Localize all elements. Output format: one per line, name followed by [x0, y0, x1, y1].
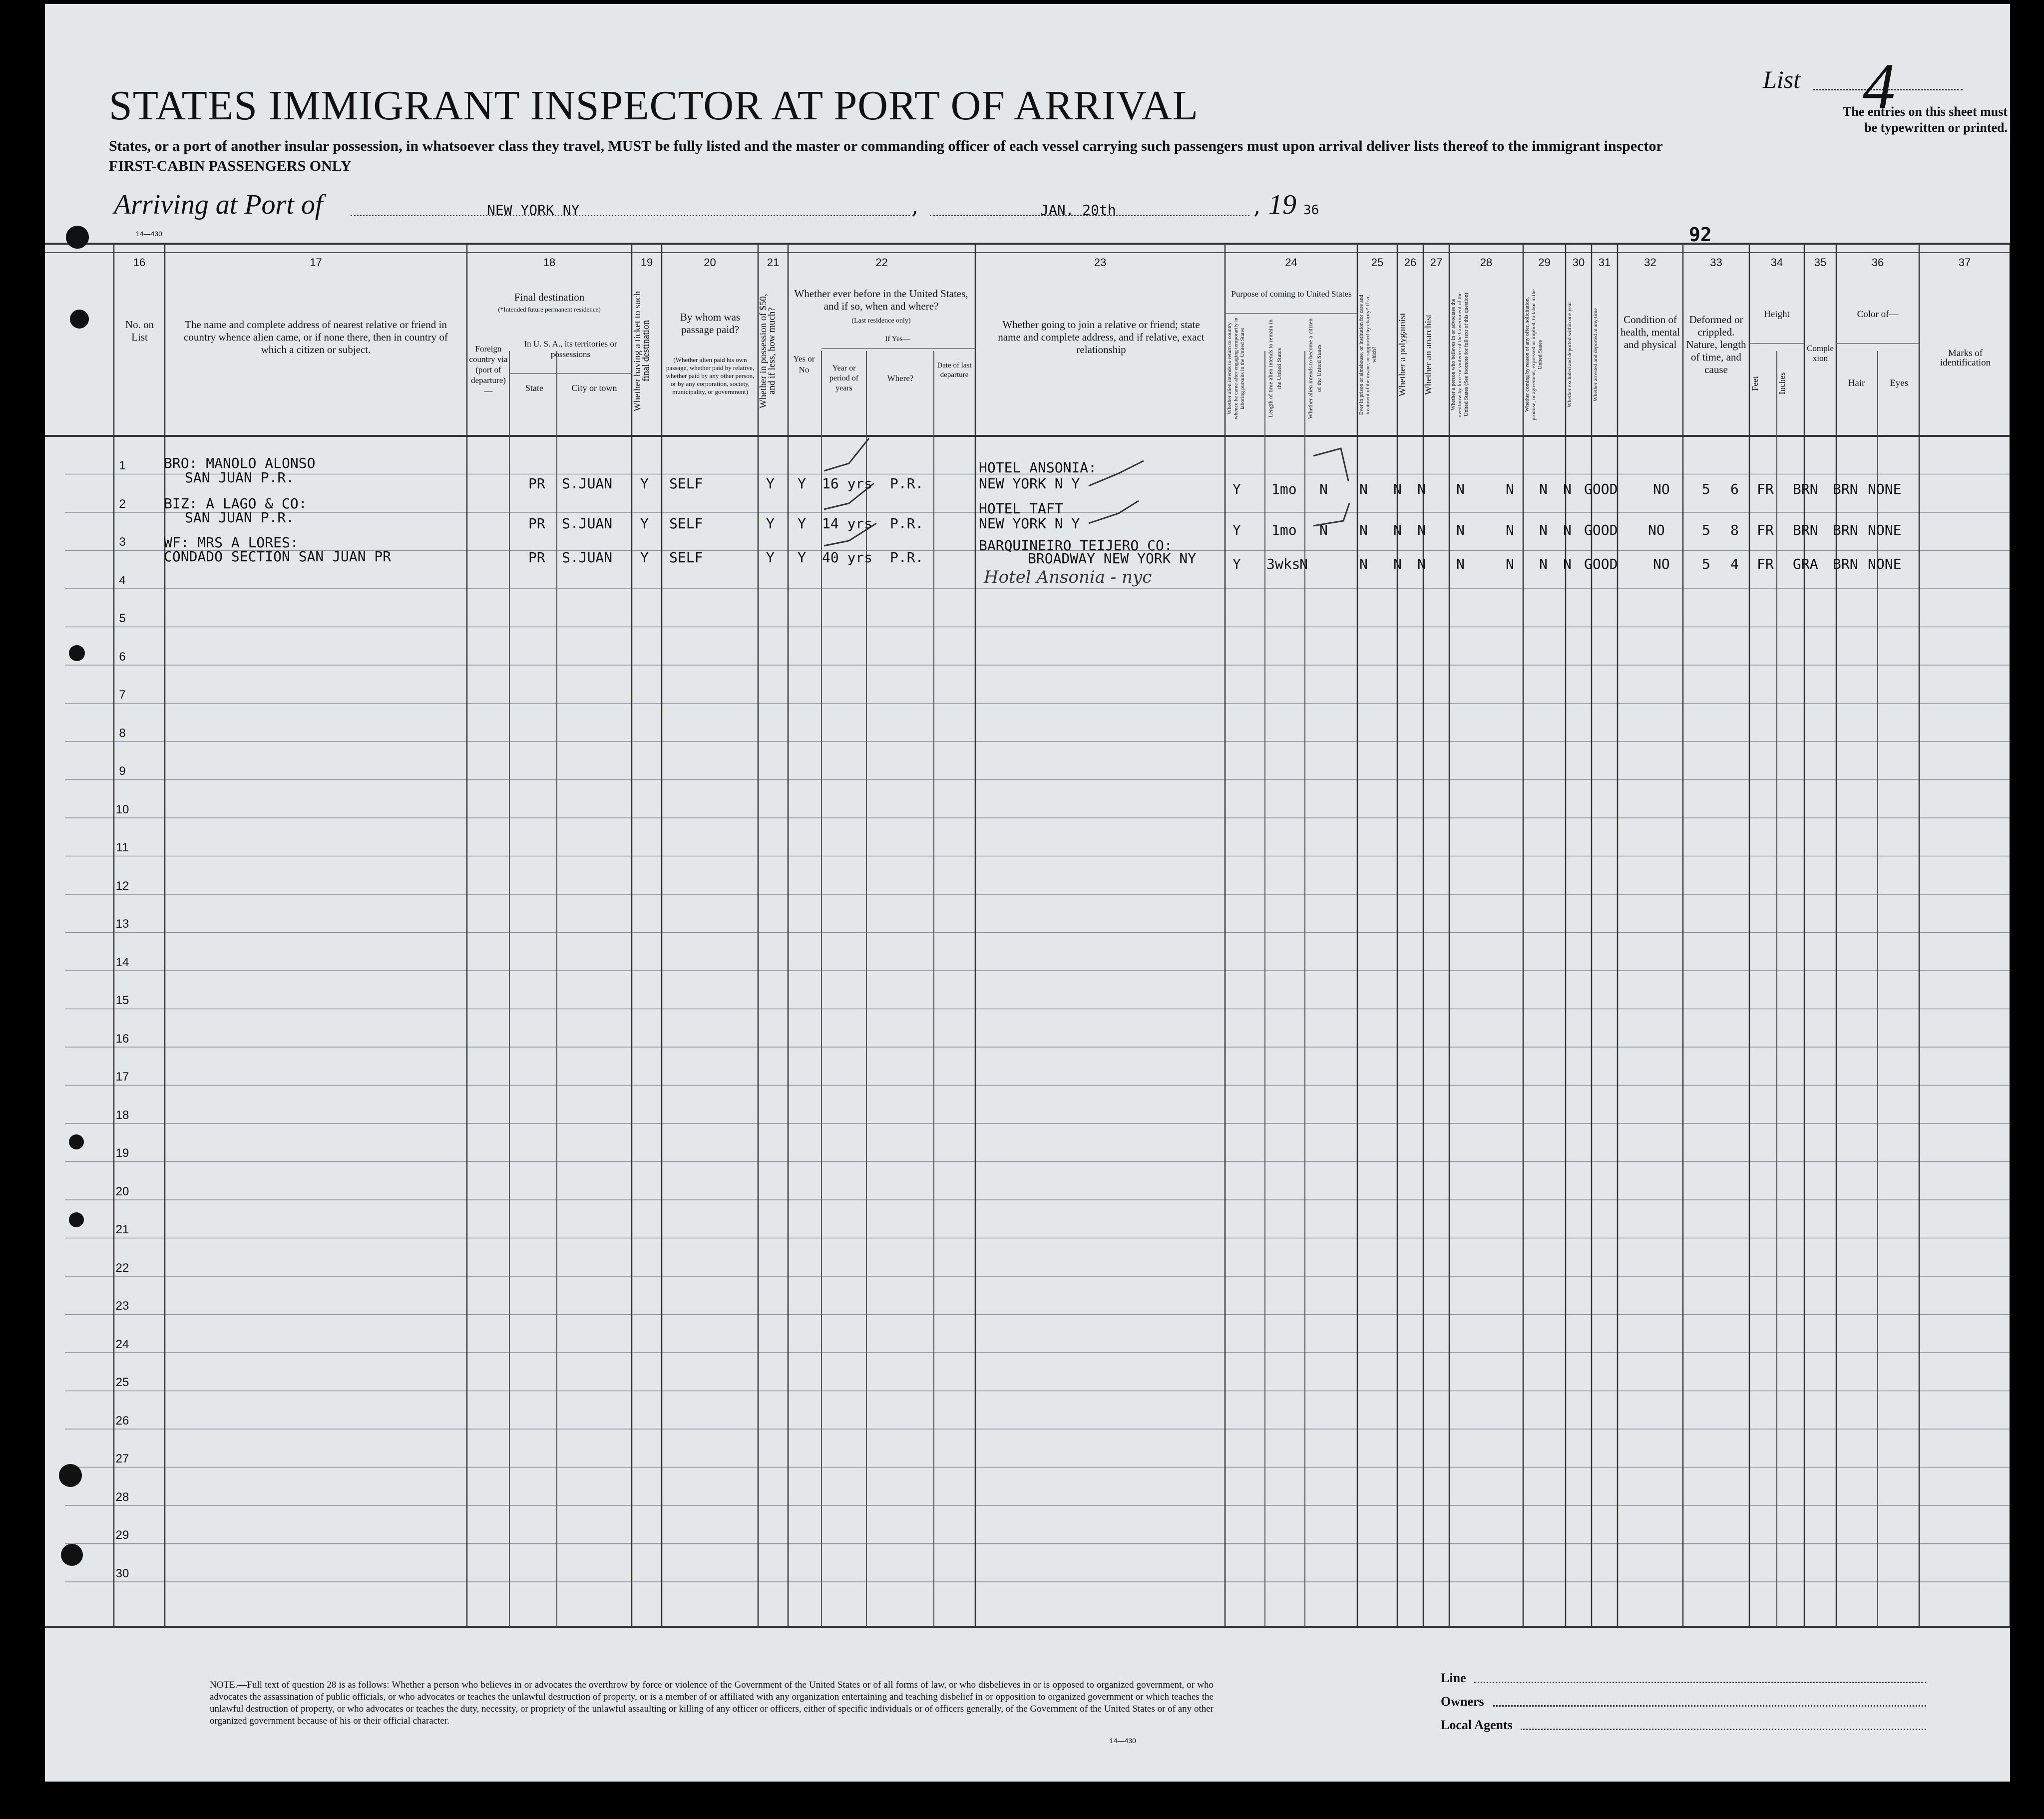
header-ever-in-prison: Ever in prison or almshouse, or institution for care and treatment of the insane, or supported by charity? If so, which? — [1358, 295, 1377, 415]
row1-relative-address: SAN JUAN P.R. — [185, 469, 295, 486]
row1-eyes: BRN — [1833, 481, 1858, 497]
header-arrested-deported: Whether arrested and deported at any time — [1593, 308, 1599, 401]
header-feet: Feet — [1750, 376, 1760, 391]
form-number-bottom: 14—430 — [1110, 1737, 1136, 1745]
header-hair: Hair — [1848, 378, 1865, 388]
local-agents-label: Local Agents — [1441, 1718, 1513, 1732]
row3-state: PR — [528, 549, 545, 566]
owners-field — [1493, 1705, 1926, 1707]
row3-q30: N — [1539, 556, 1548, 572]
list-number: 4 — [1863, 50, 1895, 122]
row-number: 10 — [115, 802, 129, 816]
row1-join-address: NEW YORK N Y — [979, 475, 1080, 492]
row2-length: 1mo — [1271, 522, 1297, 538]
col-num-16: 16 — [133, 256, 146, 269]
row-number: 6 — [119, 650, 126, 664]
row3-relative-address: CONDADO SECTION SAN JUAN PR — [164, 548, 392, 565]
col-num-31: 31 — [1598, 256, 1611, 269]
header-city: City or town — [571, 383, 617, 393]
row2-years: 14 yrs — [822, 515, 873, 532]
header-color-of: Color of— — [1857, 309, 1899, 320]
row3-years: 40 yrs — [822, 549, 873, 566]
check-mark-icon — [1313, 503, 1349, 526]
header-purpose: Purpose of coming to United States — [1231, 289, 1352, 299]
row-number: 27 — [115, 1452, 129, 1465]
col-num-18: 18 — [543, 256, 556, 269]
row1-feet: 5 — [1702, 481, 1710, 497]
row2-relative-address: SAN JUAN P.R. — [185, 509, 295, 526]
binder-hole-icon — [69, 1134, 84, 1149]
col-num-29: 29 — [1538, 256, 1551, 269]
row2-marks: NONE — [1868, 522, 1902, 538]
row-number: 3 — [119, 535, 126, 549]
col-num-37: 37 — [1958, 256, 1971, 269]
header-state: State — [525, 383, 543, 393]
row-number: 26 — [115, 1414, 129, 1428]
row1-prison: N — [1359, 481, 1368, 497]
row1-q29: N — [1506, 481, 1514, 497]
row1-ticket: Y — [640, 475, 649, 492]
header-polygamist: Whether a polygamist — [1397, 313, 1408, 397]
port-value: NEW YORK NY — [487, 202, 580, 218]
row3-before-yesno: Y — [798, 549, 806, 566]
row-number: 15 — [115, 994, 129, 1007]
row2-q29: N — [1506, 522, 1514, 538]
header-complexion: Complexion — [1807, 344, 1834, 363]
header-where: Where? — [887, 373, 914, 383]
header-anarchist: Whether an anarchist — [1423, 314, 1434, 395]
row1-relative-name: BRO: MANOLO ALONSO — [164, 455, 316, 471]
col-num-23: 23 — [1094, 256, 1107, 269]
check-mark-icon — [824, 438, 869, 471]
row3-relative-name: WF: MRS A LORES: — [164, 534, 299, 551]
row-number: 18 — [115, 1108, 129, 1122]
row3-paid-by: SELF — [669, 549, 703, 566]
row-number: 12 — [115, 879, 129, 893]
col-num-34: 34 — [1770, 256, 1783, 269]
row2-hair: BRN — [1793, 522, 1818, 538]
row-number: 20 — [115, 1184, 129, 1198]
row2-q31: N — [1563, 522, 1572, 538]
header-year-period: Year or period of years — [829, 364, 859, 392]
row1-q28: N — [1456, 481, 1465, 497]
row2-ticket: Y — [640, 515, 649, 532]
binder-hole-icon — [59, 1464, 82, 1487]
header-in-usa: In U. S. A., its territories or possessions — [524, 339, 617, 359]
row2-deformed: NO — [1648, 522, 1665, 538]
binder-hole-icon — [69, 1212, 84, 1227]
row-number: 14 — [115, 955, 129, 969]
binder-hole-icon — [69, 645, 85, 661]
row3-where: P.R. — [890, 549, 924, 566]
header-marks: Marks of identification — [1940, 348, 1991, 368]
first-cabin-label: FIRST-CABIN PASSENGERS ONLY — [109, 158, 352, 174]
header-yes-no: Yes or No — [793, 354, 815, 374]
row3-complexion: FR — [1757, 556, 1774, 572]
footnote-question-28: NOTE.—Full text of question 28 is as follows: Whether a person who believes in or advocates the overthrow by force or violence of the Government of the United States or of all forms of law, or who disbelieves in or is opposed to organized government, or who advocates the assassination of public officials, or who advocates or teaches the unlawful destruction of property, or is a member of or affiliated with any organization entertaining and teaching disbelief in or opposition to organized government or which teaches the unlawful destruction of property, or who advocates or teaches the duty, necessity, or propriety of the unlawful assaulting or killing of any officer or officers, either of specific individuals or of officers generally, of the Government of the United States or of any other organized government because of his or their official character. — [210, 1680, 1214, 1726]
header-date-departure: Date of last departure — [937, 362, 972, 379]
col-num-22: 22 — [875, 256, 888, 269]
row2-join-address: NEW YORK N Y — [979, 515, 1080, 532]
row3-health: GOOD — [1584, 556, 1618, 572]
handwritten-annotation: Hotel Ansonia - nyc — [984, 567, 1152, 587]
row-number: 19 — [115, 1146, 129, 1160]
row3-anarchist: N — [1417, 556, 1426, 572]
year-prefix: 19 — [1268, 189, 1296, 220]
form-subtitle: States, or a port of another insular possession, in whatsoever class they travel, MUST be fully listed and the master or commanding officer of each vessel carrying such passengers must upon arrival deliver lists thereof to the immigrant inspector — [109, 138, 1663, 154]
row3-deformed: NO — [1653, 556, 1670, 572]
row3-q31: N — [1563, 556, 1572, 572]
header-height: Height — [1764, 309, 1790, 320]
row3-money: Y — [766, 549, 775, 566]
col-num-30: 30 — [1572, 256, 1585, 269]
binder-hole-icon — [61, 1544, 83, 1566]
row-number: 11 — [116, 841, 129, 854]
header-final-destination: Final destination — [514, 291, 585, 303]
row2-where: P.R. — [890, 515, 924, 532]
check-mark-icon — [1089, 461, 1144, 486]
col-num-33: 33 — [1710, 256, 1722, 269]
header-last-residence: (Last residence only) — [851, 317, 911, 325]
row-number: 22 — [115, 1261, 129, 1275]
date-value: JAN. 20th — [1040, 202, 1116, 218]
row-number: 1 — [119, 459, 126, 472]
row3-inches: 4 — [1730, 556, 1739, 572]
row-number: 4 — [119, 573, 126, 587]
row1-health: GOOD — [1584, 481, 1618, 497]
row1-before-yesno: Y — [798, 475, 806, 492]
manifest-sheet: STATES IMMIGRANT INSPECTOR AT PORT OF ARRIVAL States, or a port of another insular possession, in whatsoever class they travel, MUST be fully listed and the master or commanding officer of each vessel carrying such passengers must upon arrival deliver lists thereof to the immigrant inspector FIRST-CABIN PASSENGERS ONLY List 4 The entries on this sheet must be typewritten or printed. Arriving at Port of NEW YORK NY , JAN. 20th , 19 36 92 14—430 16 17 18 19 20 21 22 23 24 25 26 27 28 29 30 31 32 33 34 35 36 37 No. on List The name and complete address of nearest relative or friend in country whence alien came, or if none there, then in country of which a citizen or subject. Final destination (*Intended future permanent residence) Foreign country via (port of departure)— In U. S. A., its territories or possessions State City or town Whether having a ticket to such final destination By whom was passage paid? (Whether alien paid his own passage, whether paid by relative, whether paid by any other person, or by any corporation, society, municipality, or government) Whether in possession of $50, and if less, how much? Whether ever before in the United States, and if so, when and where? (Last residence only) Yes or No If Yes— Year or period of years Where? Date of last departure Whether going to join a relative or friend; state name and complete address, and if relative, exact relationship Purpose of coming to United States Whether alien intends to return to country whence he came after engaging temporarily in laboring pursuits in the United States Length of time alien intends to remain in the United States Whether alien intends to become a citizen of the United States Ever in prison or almshouse, or institution for care and treatment of the insane, or supported by charity? If so, which? Whether a polygamist Whether an anarchist Whether a person who believes in or advocates the overthrow by force or violence of the Government of the United States (See footnote for full text of this question) Whether coming by reason of any offer, solicitation, promise, or agreement, expressed or implied, to labor in the United States Whether excluded and deported within one year Whether arrested and deported at any time Condition of health, mental and physical Deformed or crippled. Nature, length of time, and cause Height Feet Inches Complexion Color of— Hair Eyes Marks of identification 1 2 3 4 5 6 7 8 9 10 11 12 13 14 15 16 17 18 19 20 21 22 23 24 25 26 27 28 29 30 BRO: MANOLO ALONSO SAN JUAN P.R. PR S.JUAN Y SELF Y Y 16 yrs P.R. HOTEL ANSONIA: NEW YORK N Y Y 1mo N N N N N N N N GOOD NO 5 6 FR BRN BRN NONE BIZ: A LAGO & CO: SAN JUAN P.R. PR S.JUAN Y SELF Y Y 14 yrs P.R. HOTEL TAFT NEW YORK N Y Y 1mo N N N N N N N N GOOD NO 5 8 FR BRN BRN NONE WF: MRS A LORES: CONDADO SECTION SAN JUAN PR PR S.JUAN Y SELF Y Y 40 yrs P.R. BARQUINEIRO TEIJERO CO: BROADWAY NEW YORK NY Y 3wks N N N N N N N N GOOD NO 5 4 FR GRA BRN NONE Hotel Ansonia - nyc NOTE.—Full text of question 28 is as follows: Whether a person who believes in or advocates the overthrow by force or violence of the Government of the United States or of all forms of law, or who disbelieves in or is opposed to organized government, or who advocates the assassination of public officials, or who advocates or teaches the unlawful destruction of property, or is a member of or affiliated with any organization entertaining and teaching disbelief in or opposition to organized government or which teaches the unlawful destruction of property, or who advocates or teaches the duty, necessity, or propriety of the unlawful assaulting or killing of any officer or officers, either of specific individuals or of officers generally, of the Government of the United States or of any other organized government because of his or their official character. 14—430 Line Owners Local Agents — [45, 4, 2010, 1782]
row2-feet: 5 — [1702, 522, 1710, 538]
form-title: STATES IMMIGRANT INSPECTOR AT PORT OF ARRIVAL — [109, 82, 1199, 129]
header-excluded-deported: Whether excluded and deported within one year — [1567, 302, 1573, 408]
row2-health: GOOD — [1584, 522, 1618, 538]
port-line — [351, 215, 910, 216]
row-number: 30 — [115, 1566, 129, 1580]
row-number: 9 — [119, 764, 126, 778]
col-num-21: 21 — [767, 256, 780, 269]
arriving-label: Arriving at Port of — [114, 189, 323, 220]
row3-citizen: N — [1299, 556, 1308, 572]
row1-complexion: FR — [1757, 481, 1774, 497]
row1-years: 16 yrs — [822, 475, 873, 492]
header-inches: Inches — [1777, 372, 1787, 395]
row1-hair: BRN — [1793, 481, 1818, 497]
row-number: 17 — [115, 1070, 129, 1084]
row-number: 23 — [115, 1299, 129, 1313]
row3-return: Y — [1232, 556, 1241, 572]
row-number: 8 — [119, 726, 126, 740]
header-deformed: Deformed or crippled. Nature, length of time, and cause — [1686, 314, 1746, 375]
row1-deformed: NO — [1653, 481, 1670, 497]
row3-eyes: BRN — [1833, 556, 1858, 572]
row1-paid-by: SELF — [669, 475, 703, 492]
header-join-relative: Whether going to join a relative or friend; state name and complete address, and if relative, exact relationship — [998, 319, 1205, 356]
year-suffix: 36 — [1303, 203, 1319, 218]
header-nearest-relative: The name and complete address of nearest relative or friend in country whence alien came, or if none there, then in country of which a citizen or subject. — [184, 319, 448, 356]
row3-q28: N — [1456, 556, 1465, 572]
form-grid — [45, 4, 2010, 1782]
row3-q29: N — [1506, 556, 1514, 572]
row1-anarchist: N — [1417, 481, 1426, 497]
header-eyes: Eyes — [1890, 378, 1908, 388]
row3-join-name: BARQUINEIRO TEIJERO CO: — [979, 537, 1173, 554]
col-num-17: 17 — [310, 256, 322, 269]
row1-join-name: HOTEL ANSONIA: — [979, 459, 1097, 476]
col-num-24: 24 — [1285, 256, 1297, 269]
row1-inches: 6 — [1730, 481, 1739, 497]
line-field — [1474, 1682, 1926, 1683]
entries-note — [1728, 104, 2008, 136]
row2-anarchist: N — [1417, 522, 1426, 538]
header-no-on-list: No. on List — [125, 319, 154, 343]
entries-note-line1: The entries on this sheet must — [1842, 104, 2008, 119]
row1-citizen: N — [1319, 481, 1328, 497]
row2-city: S.JUAN — [562, 515, 613, 532]
header-become-citizen: Whether alien intends to become a citizen of the United States — [1307, 318, 1322, 419]
header-ticket: Whether having a ticket to such final destination — [632, 291, 651, 411]
header-passage-paid-note: (Whether alien paid his own passage, whether paid by relative, whether paid by any other person, or by any corporation, society, municipality, or government) — [666, 356, 755, 395]
header-offer-labor: Whether coming by reason of any offer, solicitation, promise, or agreement, expressed or implied, to labor in the United States — [1524, 289, 1543, 420]
row-number: 7 — [119, 688, 126, 702]
row2-relative-name: BIZ: A LAGO & CO: — [164, 495, 307, 512]
row2-eyes: BRN — [1833, 522, 1858, 538]
row1-q31: N — [1563, 481, 1572, 497]
row-number: 24 — [115, 1337, 129, 1351]
local-agents-field — [1521, 1729, 1926, 1730]
row-number: 5 — [119, 612, 126, 625]
line-label: Line — [1441, 1671, 1466, 1685]
row-number: 13 — [115, 917, 129, 931]
binder-hole-icon — [66, 226, 89, 249]
header-ever-before: Whether ever before in the United States, and if so, when and where? — [794, 288, 968, 312]
row-number: 25 — [115, 1376, 129, 1389]
col-num-19: 19 — [640, 256, 653, 269]
form-number-top: 14—430 — [136, 230, 162, 238]
row1-q30: N — [1539, 481, 1548, 497]
row3-polygamist: N — [1393, 556, 1402, 572]
check-mark-icon — [1313, 448, 1348, 481]
row2-state: PR — [528, 515, 545, 532]
header-final-destination-note: (*Intended future permanent residence) — [498, 306, 601, 313]
row2-money: Y — [766, 515, 775, 532]
row1-length: 1mo — [1271, 481, 1297, 497]
row1-return: Y — [1232, 481, 1241, 497]
header-length-of-time: Length of time alien intends to remain in the United States — [1267, 319, 1282, 418]
row1-city: S.JUAN — [562, 475, 613, 492]
row2-complexion: FR — [1757, 522, 1774, 538]
col-num-32: 32 — [1644, 256, 1656, 269]
row2-inches: 8 — [1730, 522, 1739, 538]
header-condition-health: Condition of health, mental and physical — [1621, 314, 1680, 351]
page-number: 92 — [1689, 224, 1712, 246]
col-num-28: 28 — [1480, 256, 1493, 269]
row2-q30: N — [1539, 522, 1548, 538]
col-num-20: 20 — [704, 256, 716, 269]
row2-before-yesno: Y — [798, 515, 806, 532]
row1-where: P.R. — [890, 475, 924, 492]
col-num-35: 35 — [1814, 256, 1827, 269]
row1-polygamist: N — [1393, 481, 1402, 497]
header-passage-paid: By whom was passage paid? — [680, 311, 741, 336]
row3-hair: GRA — [1793, 556, 1818, 572]
header-intends-return: Whether alien intends to return to country whence he came after engaging temporarily in laboring pursuits in the United States — [1226, 318, 1245, 420]
binder-hole-icon — [70, 310, 89, 329]
header-if-yes: If Yes— — [885, 335, 910, 343]
row2-polygamist: N — [1393, 522, 1402, 538]
col-num-36: 36 — [1871, 256, 1884, 269]
row-number: 2 — [119, 497, 126, 511]
entries-note-line2: be typewritten or printed. — [1864, 120, 2008, 135]
col-num-26: 26 — [1404, 256, 1417, 269]
row3-marks: NONE — [1868, 556, 1902, 572]
col-num-25: 25 — [1371, 256, 1384, 269]
row3-join-address: BROADWAY NEW YORK NY — [1028, 550, 1197, 567]
row2-citizen: N — [1319, 522, 1328, 538]
row2-prison: N — [1359, 522, 1368, 538]
row1-money: Y — [766, 475, 775, 492]
row2-paid-by: SELF — [669, 515, 703, 532]
row2-return: Y — [1232, 522, 1241, 538]
row1-state: PR — [528, 475, 545, 492]
row2-q28: N — [1456, 522, 1465, 538]
header-foreign-country: Foreign country via (port of departure)— — [469, 344, 508, 395]
list-label: List — [1763, 65, 1801, 93]
header-overthrow: Whether a person who believes in or advocates the overthrow by force or violence of the Government of the United States (See footnote for full text of this question) — [1450, 292, 1469, 417]
row3-city: S.JUAN — [562, 549, 613, 566]
row3-prison: N — [1359, 556, 1368, 572]
owners-label: Owners — [1441, 1694, 1484, 1709]
row2-join-name: HOTEL TAFT — [979, 500, 1063, 517]
row-number: 16 — [115, 1032, 129, 1046]
row3-ticket: Y — [640, 549, 649, 566]
row-number: 28 — [115, 1490, 129, 1504]
row-number: 21 — [115, 1223, 129, 1236]
row3-feet: 5 — [1702, 556, 1710, 572]
row1-marks: NONE — [1868, 481, 1902, 497]
row3-length: 3wks — [1266, 556, 1300, 572]
header-fifty-dollars: Whether in possession of $50, and if less, how much? — [758, 294, 777, 408]
col-num-27: 27 — [1430, 256, 1443, 269]
row-number: 29 — [115, 1528, 129, 1542]
